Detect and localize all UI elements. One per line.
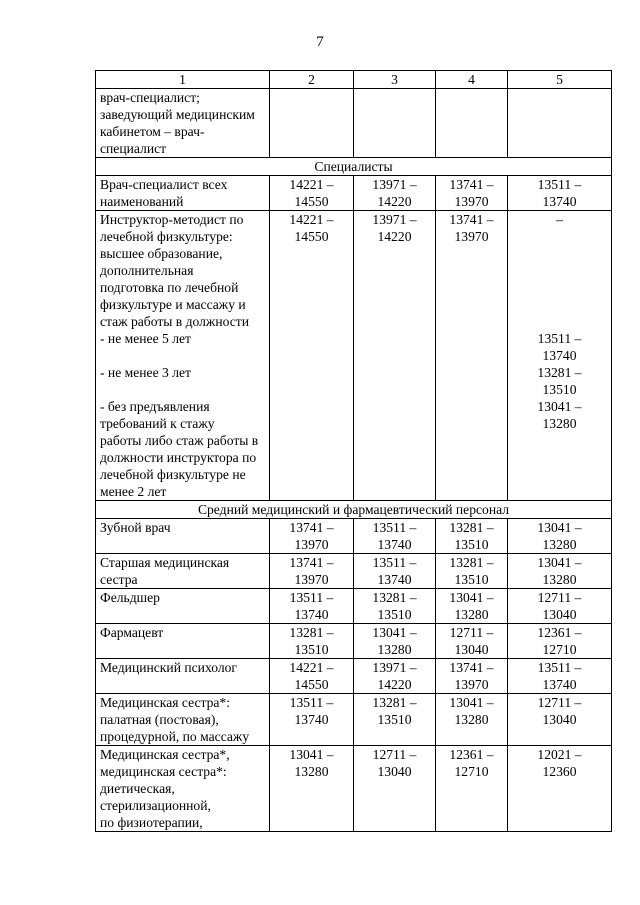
cell-line: врач-специалист; (100, 90, 200, 105)
cell-line (512, 262, 607, 279)
salary-range-cell (354, 89, 436, 158)
cell-line: - без предъявления (100, 399, 210, 414)
cell-line: 13280 (542, 572, 577, 587)
cell-line: 13511 – (289, 590, 334, 605)
cell-line: - не менее 5 лет (100, 331, 191, 346)
table-row (96, 519, 612, 554)
cell-line: 13970 (454, 677, 489, 692)
column-header: 5 (508, 71, 612, 89)
cell-line: 12361 – (537, 625, 582, 640)
cell-line: 14221 – (289, 660, 334, 675)
cell-line: 13510 (377, 712, 412, 727)
cell-line: специалист (100, 141, 167, 156)
cell-line: 14221 – (289, 212, 334, 227)
cell-line: 13740 (377, 572, 412, 587)
cell-line: 13970 (294, 537, 329, 552)
salary-range-cell (354, 211, 436, 501)
salary-range-cell (436, 554, 508, 589)
cell-line: 13281 – (372, 695, 417, 710)
cell-line: наименований (100, 194, 184, 209)
cell-line: 13740 (542, 348, 577, 363)
salary-range-cell (508, 519, 612, 554)
position-cell (96, 176, 270, 211)
salary-range-cell (508, 211, 612, 501)
table-row (96, 659, 612, 694)
cell-line: Старшая медицинская (100, 555, 230, 570)
table-row (96, 624, 612, 659)
section-header-row (96, 158, 612, 176)
salary-range-cell (354, 659, 436, 694)
cell-line: – (556, 212, 563, 227)
cell-line: 12711 – (372, 747, 417, 762)
table-row (96, 211, 612, 501)
salary-range-cell (436, 89, 508, 158)
cell-line: стаж работы в должности (100, 314, 249, 329)
salary-range-cell (508, 694, 612, 746)
cell-line (512, 296, 607, 313)
cell-line: 14220 (377, 194, 412, 209)
cell-line: 13041 – (537, 399, 582, 414)
cell-line: 14220 (377, 677, 412, 692)
cell-line: 13040 (377, 764, 412, 779)
salary-table (95, 70, 612, 832)
cell-line: 13280 (377, 642, 412, 657)
cell-line: 13040 (542, 607, 577, 622)
cell-line: диетическая, (100, 781, 175, 796)
position-cell (96, 519, 270, 554)
salary-range-cell (354, 694, 436, 746)
table-row (96, 746, 612, 832)
salary-range-cell (436, 659, 508, 694)
salary-range-cell (354, 624, 436, 659)
cell-line: должности инструктора по (100, 450, 257, 465)
salary-range-cell (354, 589, 436, 624)
cell-line: 14550 (294, 677, 329, 692)
salary-range-cell (508, 589, 612, 624)
cell-line: 13281 – (289, 625, 334, 640)
cell-line: 13041 – (289, 747, 334, 762)
cell-line: 13971 – (372, 660, 417, 675)
cell-line: медицинская сестра*: (100, 764, 227, 779)
section-title: Специалисты (96, 158, 612, 176)
cell-line: 13740 (542, 677, 577, 692)
cell-line: 13281 – (449, 555, 494, 570)
salary-range-cell (508, 659, 612, 694)
table-row (96, 176, 612, 211)
cell-line: 13970 (454, 229, 489, 244)
cell-line: требований к стажу (100, 416, 215, 431)
cell-line: 13741 – (449, 177, 494, 192)
salary-range-cell (436, 746, 508, 832)
cell-line: 13511 – (372, 555, 417, 570)
position-cell (96, 554, 270, 589)
cell-line: 13740 (542, 194, 577, 209)
position-cell (96, 659, 270, 694)
salary-range-cell (270, 519, 354, 554)
page-number: 7 (316, 34, 324, 50)
cell-line: Зубной врач (100, 520, 171, 535)
salary-range-cell (436, 694, 508, 746)
cell-line: 13280 (542, 416, 577, 431)
cell-line: 13971 – (372, 212, 417, 227)
cell-line: 13511 – (537, 177, 582, 192)
cell-line (512, 245, 607, 262)
cell-line: заведующий медицинским (100, 107, 255, 122)
cell-line: 13511 – (289, 695, 334, 710)
salary-range-cell (508, 624, 612, 659)
cell-line: 13971 – (372, 177, 417, 192)
salary-range-cell (354, 519, 436, 554)
salary-range-cell (270, 176, 354, 211)
salary-range-cell (436, 211, 508, 501)
cell-line: кабинетом – врач- (100, 124, 205, 139)
cell-line (100, 347, 265, 364)
column-header: 2 (270, 71, 354, 89)
position-cell (96, 211, 270, 501)
cell-line: по физиотерапии, (100, 815, 203, 830)
cell-line: 13741 – (449, 660, 494, 675)
cell-line: физкультуре и массажу и (100, 297, 246, 312)
cell-line: процедурной, по массажу (100, 729, 250, 744)
salary-range-cell (270, 659, 354, 694)
cell-line: Медицинский психолог (100, 660, 237, 675)
salary-range-cell (270, 694, 354, 746)
cell-line: Врач-специалист всех (100, 177, 228, 192)
position-cell (96, 589, 270, 624)
cell-line (512, 279, 607, 296)
cell-line: 13041 – (537, 520, 582, 535)
cell-line: 13281 – (449, 520, 494, 535)
salary-range-cell (436, 519, 508, 554)
cell-line: 14221 – (289, 177, 334, 192)
salary-range-cell (508, 89, 612, 158)
salary-range-cell (354, 746, 436, 832)
table-row (96, 89, 612, 158)
cell-line: 13510 (377, 607, 412, 622)
cell-line: 13280 (294, 764, 329, 779)
cell-line: 13740 (294, 712, 329, 727)
cell-line: 13510 (454, 537, 489, 552)
table-header-row (96, 71, 612, 89)
cell-line: 13511 – (537, 331, 582, 346)
cell-line (100, 381, 265, 398)
cell-line: 12710 (542, 642, 577, 657)
table-row (96, 554, 612, 589)
cell-line: 13041 – (372, 625, 417, 640)
cell-line: 13510 (454, 572, 489, 587)
salary-range-cell (270, 746, 354, 832)
cell-line: 14550 (294, 229, 329, 244)
cell-line: 13041 – (449, 695, 494, 710)
cell-line: 12361 – (449, 747, 494, 762)
salary-range-cell (354, 176, 436, 211)
cell-line: 13281 – (537, 365, 582, 380)
cell-line: 13970 (454, 194, 489, 209)
section-title: Средний медицинский и фармацевтический персонал (96, 501, 612, 519)
cell-line: 13740 (294, 607, 329, 622)
cell-line: высшее образование, (100, 246, 223, 261)
cell-line: лечебной физкультуре не (100, 467, 246, 482)
cell-line: Медицинская сестра*: (100, 695, 231, 710)
cell-line: 14220 (377, 229, 412, 244)
cell-line: 13741 – (289, 555, 334, 570)
section-header-row (96, 501, 612, 519)
position-cell (96, 624, 270, 659)
salary-range-cell (270, 554, 354, 589)
salary-range-cell (436, 589, 508, 624)
salary-range-cell (436, 624, 508, 659)
cell-line: сестра (100, 572, 138, 587)
cell-line: 13281 – (372, 590, 417, 605)
salary-range-cell (354, 554, 436, 589)
position-cell (96, 89, 270, 158)
position-cell (96, 694, 270, 746)
cell-line: 13741 – (289, 520, 334, 535)
cell-line: 13041 – (449, 590, 494, 605)
salary-range-cell (508, 554, 612, 589)
column-header: 4 (436, 71, 508, 89)
salary-range-cell (270, 211, 354, 501)
cell-line: - не менее 3 лет (100, 365, 191, 380)
cell-line: Медицинская сестра*, (100, 747, 230, 762)
cell-line: 13511 – (537, 660, 582, 675)
cell-line: 13280 (542, 537, 577, 552)
column-header: 1 (96, 71, 270, 89)
cell-line: 13040 (454, 642, 489, 657)
salary-range-cell (270, 89, 354, 158)
cell-line: Фармацевт (100, 625, 164, 640)
table-row (96, 589, 612, 624)
cell-line: менее 2 лет (100, 484, 167, 499)
cell-line: 13280 (454, 607, 489, 622)
table-row (96, 694, 612, 746)
salary-range-cell (270, 589, 354, 624)
cell-line: 12711 – (449, 625, 494, 640)
cell-line: лечебной физкультуре: (100, 229, 233, 244)
cell-line: 13510 (542, 382, 577, 397)
column-header: 3 (354, 71, 436, 89)
cell-line: 13511 – (372, 520, 417, 535)
cell-line: 12710 (454, 764, 489, 779)
cell-line: дополнительная (100, 263, 194, 278)
position-cell (96, 746, 270, 832)
cell-line: 13510 (294, 642, 329, 657)
cell-line: подготовка по лечебной (100, 280, 239, 295)
salary-range-cell (508, 176, 612, 211)
cell-line: 13740 (377, 537, 412, 552)
salary-range-cell (270, 624, 354, 659)
salary-range-cell (436, 176, 508, 211)
cell-line: палатная (постовая), (100, 712, 219, 727)
cell-line: стерилизационной, (100, 798, 211, 813)
cell-line: Инструктор-методист по (100, 212, 244, 227)
cell-line: 13970 (294, 572, 329, 587)
cell-line: 13041 – (537, 555, 582, 570)
cell-line: 12711 – (537, 590, 582, 605)
table-body (96, 71, 612, 832)
cell-line: 12360 (542, 764, 577, 779)
cell-line: 13040 (542, 712, 577, 727)
cell-line: 13280 (454, 712, 489, 727)
salary-range-cell (508, 746, 612, 832)
cell-line: 14550 (294, 194, 329, 209)
cell-line (512, 313, 607, 330)
cell-line: 12711 – (537, 695, 582, 710)
cell-line: работы либо стаж работы в (100, 433, 259, 448)
cell-line: 13741 – (449, 212, 494, 227)
cell-line: 12021 – (537, 747, 582, 762)
cell-line (512, 228, 607, 245)
cell-line: Фельдшер (100, 590, 160, 605)
